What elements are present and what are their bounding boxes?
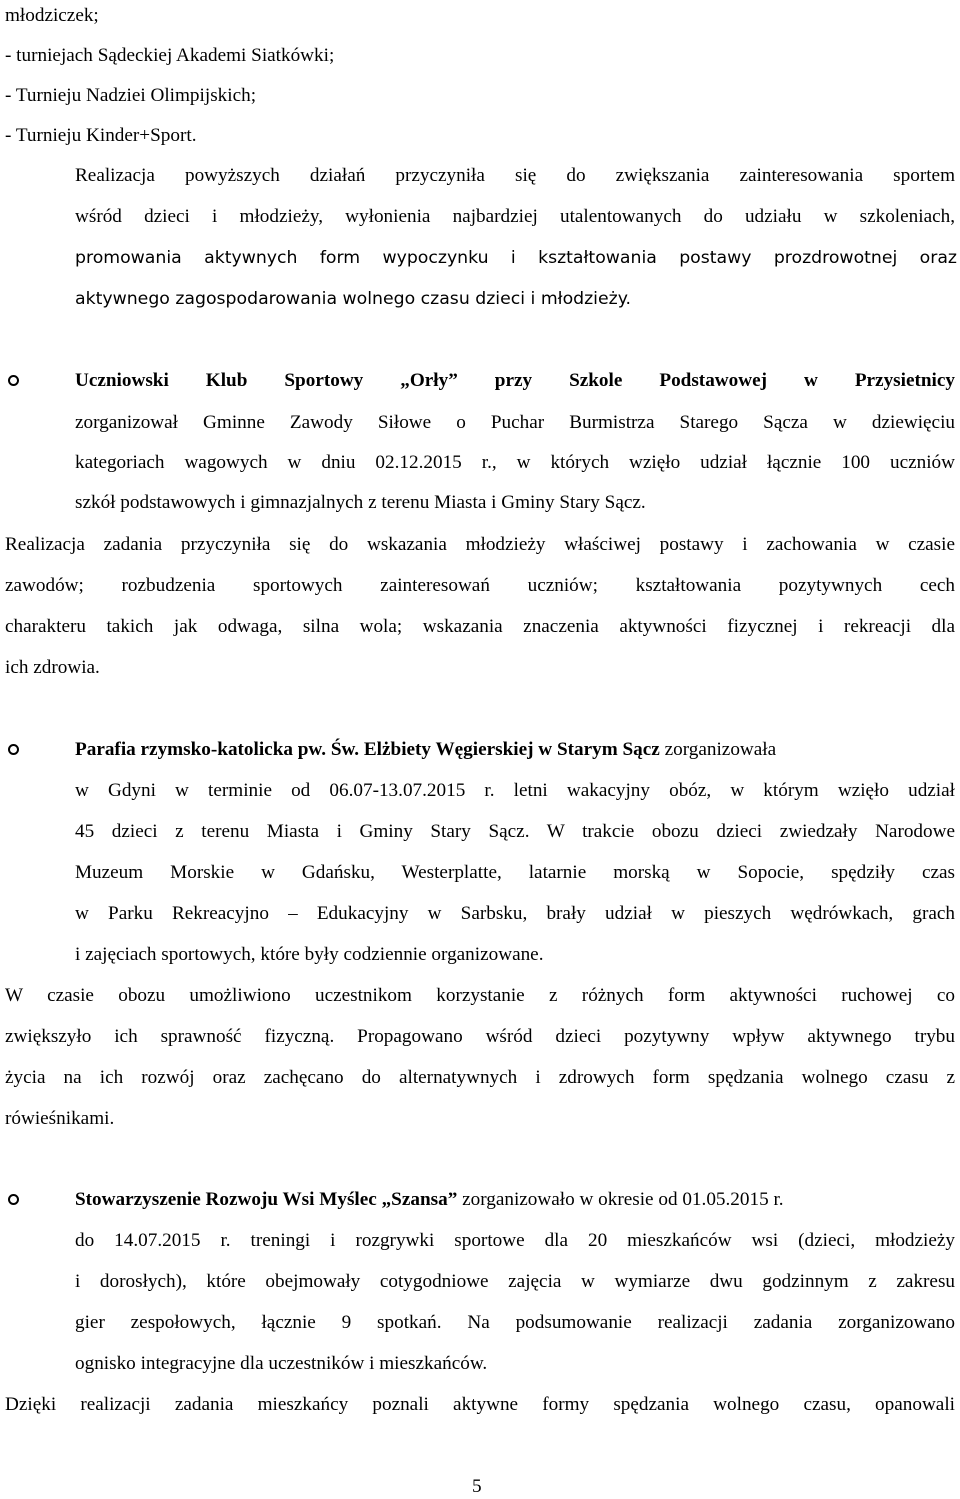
paragraph-line: ich zdrowia.: [5, 657, 100, 678]
section-heading: [75, 369, 955, 393]
paragraph-line: szkół podstawowych i gimnazjalnych z terenu Miasta i Gminy Stary Sącz.: [75, 492, 646, 513]
bullet-icon: [8, 1194, 19, 1205]
paragraph-line: charakteru takich jak odwaga, silna wola; wskazania znaczenia aktywności fizycznej i rekreacji dla: [5, 616, 955, 637]
paragraph-line: wśród dzieci i młodzieży, wyłonienia najbardziej utalentowanych do udziału w szkoleniach,: [75, 206, 955, 227]
page-number: 5: [472, 1476, 482, 1497]
paragraph-line: Muzeum Morskie w Gdańsku, Westerplatte, latarnie morską w Sopocie, spędziły czas: [75, 862, 955, 883]
paragraph-line: w Parku Rekreacyjno – Edukacyjny w Sarbsku, brały udział w pieszych wędrówkach, grach: [75, 903, 955, 924]
section-heading-tail: zorganizowała: [659, 739, 777, 760]
paragraph-line: Realizacja powyższych działań przyczyniła się do zwiększania zainteresowania sportem: [75, 165, 955, 186]
list-item: młodziczek;: [5, 5, 99, 26]
section-title: Stowarzyszenie Rozwoju Wsi Myślec „Szansa”: [75, 1189, 458, 1210]
section-heading: [75, 1188, 784, 1212]
section-heading-tail: zorganizowało w okresie od 01.05.2015 r.: [457, 1189, 784, 1210]
paragraph-line: gier zespołowych, łącznie 9 spotkań. Na podsumowanie realizacji zadania zorganizowano: [75, 1312, 955, 1333]
bullet-icon: [8, 744, 19, 755]
list-item: - Turnieju Nadziei Olimpijskich;: [5, 85, 257, 106]
paragraph-line: zawodów; rozbudzenia sportowych zainteresowań uczniów; kształtowania pozytywnych cech: [5, 575, 955, 596]
paragraph-line: promowania aktywnych form wypoczynku i kształtowania postawy prozdrowotnej oraz: [75, 248, 957, 268]
paragraph-line: W czasie obozu umożliwiono uczestnikom korzystanie z różnych form aktywności ruchowej co: [5, 985, 955, 1006]
bullet-icon: [8, 375, 19, 386]
section-title: Parafia rzymsko-katolicka pw. Św. Elżbiety Węgierskiej w Starym Sącz: [75, 739, 660, 760]
paragraph-line: i zajęciach sportowych, które były codziennie organizowane.: [75, 944, 544, 965]
paragraph-line: aktywnego zagospodarowania wolnego czasu dzieci i młodzieży.: [75, 289, 631, 309]
list-item: - turniejach Sądeckiej Akademi Siatkówki;: [5, 45, 335, 66]
list-item: - Turnieju Kinder+Sport.: [5, 125, 197, 146]
paragraph-line: Dzięki realizacji zadania mieszkańcy poznali aktywne formy spędzania wolnego czasu, opanowali: [5, 1394, 955, 1415]
section-title: Uczniowski Klub Sportowy „Orły” przy Szkole Podstawowej w Przysietnicy: [75, 370, 955, 391]
paragraph-line: Realizacja zadania przyczyniła się do wskazania młodzieży właściwej postawy i zachowania w czasie: [5, 534, 955, 555]
paragraph-line: ognisko integracyjne dla uczestników i mieszkańców.: [75, 1353, 488, 1374]
paragraph-line: i dorosłych), które obejmowały cotygodniowe zajęcia w wymiarze dwu godzinnym z zakresu: [75, 1271, 955, 1292]
paragraph-line: do 14.07.2015 r. treningi i rozgrywki sportowe dla 20 mieszkańców wsi (dzieci, młodzieży: [75, 1230, 955, 1251]
paragraph-line: zwiększyło ich sprawność fizyczną. Propagowano wśród dzieci pozytywny wpływ aktywnego trybu: [5, 1026, 955, 1047]
paragraph-line: kategoriach wagowych w dniu 02.12.2015 r., w których wzięło udział łącznie 100 uczniów: [75, 452, 955, 473]
paragraph-line: rówieśnikami.: [5, 1108, 115, 1129]
paragraph-line: zorganizował Gminne Zawody Siłowe o Puchar Burmistrza Starego Sącza w dziewięciu: [75, 412, 955, 433]
paragraph-line: życia na ich rozwój oraz zachęcano do alternatywnych i zdrowych form spędzania wolnego czasu z: [5, 1067, 955, 1088]
paragraph-line: w Gdyni w terminie od 06.07-13.07.2015 r. letni wakacyjny obóz, w którym wzięło udział: [75, 780, 955, 801]
section-heading: [75, 738, 776, 762]
paragraph-line: 45 dzieci z terenu Miasta i Gminy Stary Sącz. W trakcie obozu dzieci zwiedzały Narodowe: [75, 821, 955, 842]
